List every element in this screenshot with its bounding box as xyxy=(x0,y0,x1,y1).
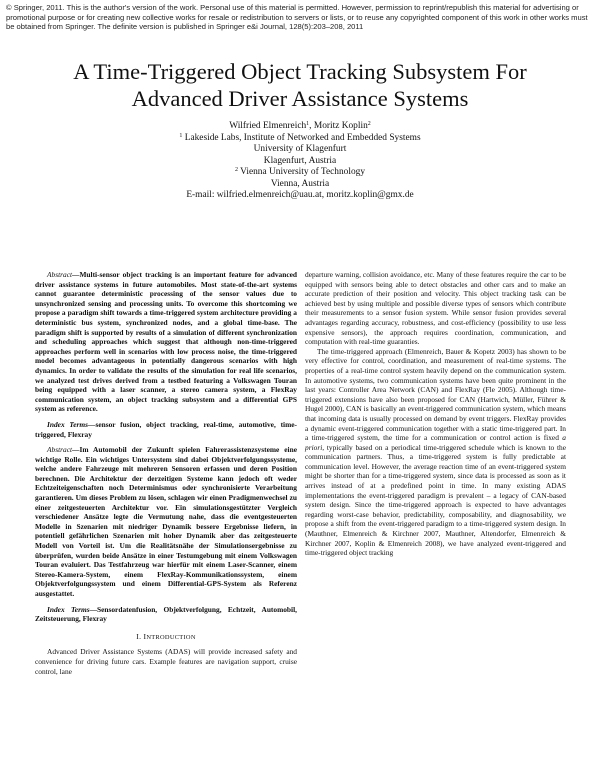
author-email: E-mail: wilfried.elmenreich@uau.at, moritz.koplin@gmx.de xyxy=(186,190,414,200)
index-terms-german: Index Terms—Sensordatenfusion, Objektverfolgung, Echtzeit, Automobil, Zeitsteuerung, Flexray xyxy=(35,604,297,624)
affiliation-2: $^2$ Vienna University of Technology xyxy=(234,167,366,177)
author-names: Wilfried Elmenreich$^1$, Moritz Koplin$^2$ xyxy=(229,121,371,131)
body-paragraph-1: departure warning, collision avoidance, etc. Many of these features require the car to be equipped with sensors being able to detect obstacles and other cars and to make an accurate prediction of their position and velocity. This object tracking task can be achieved best by using multiple and possible diverse types of sensors which contribute their measurements to a sensor fusion system. While sensor fusion provides several advantages regarding accuracy, robustness, and cost-efficiency (possibility to use less expensive sensors), the approach requires coordination, communication, and computation with real-time guaranties. xyxy=(305,270,566,347)
index-terms-english: Index Terms—sensor fusion, object tracking, real-time, automotive, time-triggered, Flexray xyxy=(35,419,297,439)
author-1: Wilfried Elmenreich xyxy=(229,121,307,131)
right-column xyxy=(305,270,566,558)
title-line-1: A Time-Triggered Object Tracking Subsystem For xyxy=(73,59,527,84)
affiliation-1: $^1$ Lakeside Labs, Institute of Networked and Embedded Systems xyxy=(179,132,421,143)
paper-title xyxy=(20,58,580,112)
affiliation-1-location: Klagenfurt, Austria xyxy=(263,155,337,166)
abstract-german: Abstract—Im Automobil der Zukunft spielen Fahrerassistenzsysteme eine wichtige Rolle. Ein wichtiges Untersystem sind dabei Objektverfolgungssysteme, welche andere Fahrzeuge mit mehreren Sensoren erfassen und deren Position berechnen. Die Architektur der derzeitigen Systeme kann jedoch oft weder Echtzeiteigenschaften noch Determinismus oder synchronisierte Verarbeitung garantieren. Um dieses Problem zu lösen, schlagen wir einen Pradigmenwechsel zu einer zeitgesteuerten Architektur vor. Ein simulationsgestützter Vergleich verschiedener Ansätze legte die Vermutung nahe, dass die eventgesteuerten Modelle in Szenarien mit niedriger Dynamik bessere Ergebnisse liefern, in potentiell gefährlichen Szenarien mit hoher Dynamik aber das zeitgesteuerte Modell von Vorteil ist. Um die Realitätsnähe der Simulationsergebnisse zu überprüfen, wurden beide Ansätze in einer Testumgebung mit einem Volkswagen Touran evaluiert. Das Testfahrzeug war hierfür mit einem Laser-Scanner, einem Stereo-Kamera-System, einem FlexRay-Kommunikationssystem, einem Objektverfolgungssystem und einem Differential-GPS-System als Referenz ausgestattet. xyxy=(35,445,297,598)
author-block xyxy=(20,121,580,202)
body-paragraph-2: The time-triggered approach (Elmenreich, Bauer & Kopetz 2003) has shown to be very effective for control, coordination, and measurement of real-time systems. The properties of a real-time control system heavily depend on the communication system. In automotive systems, two communication systems have been quite prominent in the last years: Controller Area Network (CAN) and FlexRay (Fle 2005). Although time-triggered extensions have also been proposed for CAN (Hartwich, Müller, Führer & Hugel 2000), CAN is basically an event-triggered communication system, which means that incoming data is usually processed on demand by event triggers. FlexRay provides a dynamic event-triggered communication together with a static time-triggered part. In a time-triggered system, the time for a communication or control action is fixed a priori, typically based on a periodical time-triggered schedule which is known to the communication partners. Thus, a time-triggered system is fully predictable at communication level. However, the average reaction time of an event-triggered system might be shorter than for a time-triggered system, since data is processed as soon as it arrives instead of at a predefined point in time. In many existing ADAS implementations the event-triggered paradigm is prevalent – a legacy of CAN-based system design. Since the time-triggered approach is expected to have advantages regarding worst-case behavior, predictability, composability, and diagnosability, we propose a shift from the event-triggered paradigm to a time-triggered system design. In (Mauthner, Elmenreich & Kirchner 2007, Mauthner, Altendorfer, Elmenreich & Kirchner 2007, Koplin & Elmenreich 2008), we have analyzed event-triggered and time-triggered object tracking xyxy=(305,346,566,558)
abstract-english: Abstract—Multi-sensor object tracking is an important feature for advanced driver assistance systems in future automobiles. Most state-of-the-art systems cannot guarantee deterministic processing of the sensor values due to unsynchronized sensing and processing units. To overcome this shortcoming we propose a paradigm shift towards a time-triggered system architecture providing a deterministic bus system, synchronized nodes, and a global time-base. The paradigm shift is supported by results of a simulation of different synchronization and scheduling approaches which suggest that although non-time-triggered approaches perform well in scenarios with low process noise, the time-triggered model becomes advantageous in potentially dangerous scenarios with high dynamics. In order to validate the results of the simulation for real life scenarios, we analyzed test drives derived from a testbed featuring a Volkswagen Touran being equipped with a laser scanner, a stereo camera system, a FlexRay communication system, an object tracking subsystem and a differential GPS system as reference. xyxy=(35,270,297,414)
affiliation-1-university: University of Klagenfurt xyxy=(253,144,347,154)
copyright-notice: © Springer, 2011. This is the author's version of the work. Personal use of this material is permitted. However, permission to reprint/republish this material for advertising or promotional purpose or for creating new collective works for resale or redistribution to servers or lists, or to reuse any copyrighted component of this work in other works must be obtained from Springer. The definite version is published in Springer e&i Journal, 128(5):203–208, 2011 xyxy=(6,3,588,32)
title-line-2: Advanced Driver Assistance Systems xyxy=(131,86,469,111)
left-column xyxy=(35,270,297,676)
intro-paragraph-1: Advanced Driver Assistance Systems (ADAS) will provide increased safety and convenience for driving future cars. Example features are navigation support, cruise control, lane xyxy=(35,647,297,676)
section-heading-introduction: I. INTRODUCTION xyxy=(136,631,196,641)
author-2: Moritz Koplin xyxy=(313,121,368,131)
affiliation-2-location: Vienna, Austria xyxy=(270,178,330,189)
